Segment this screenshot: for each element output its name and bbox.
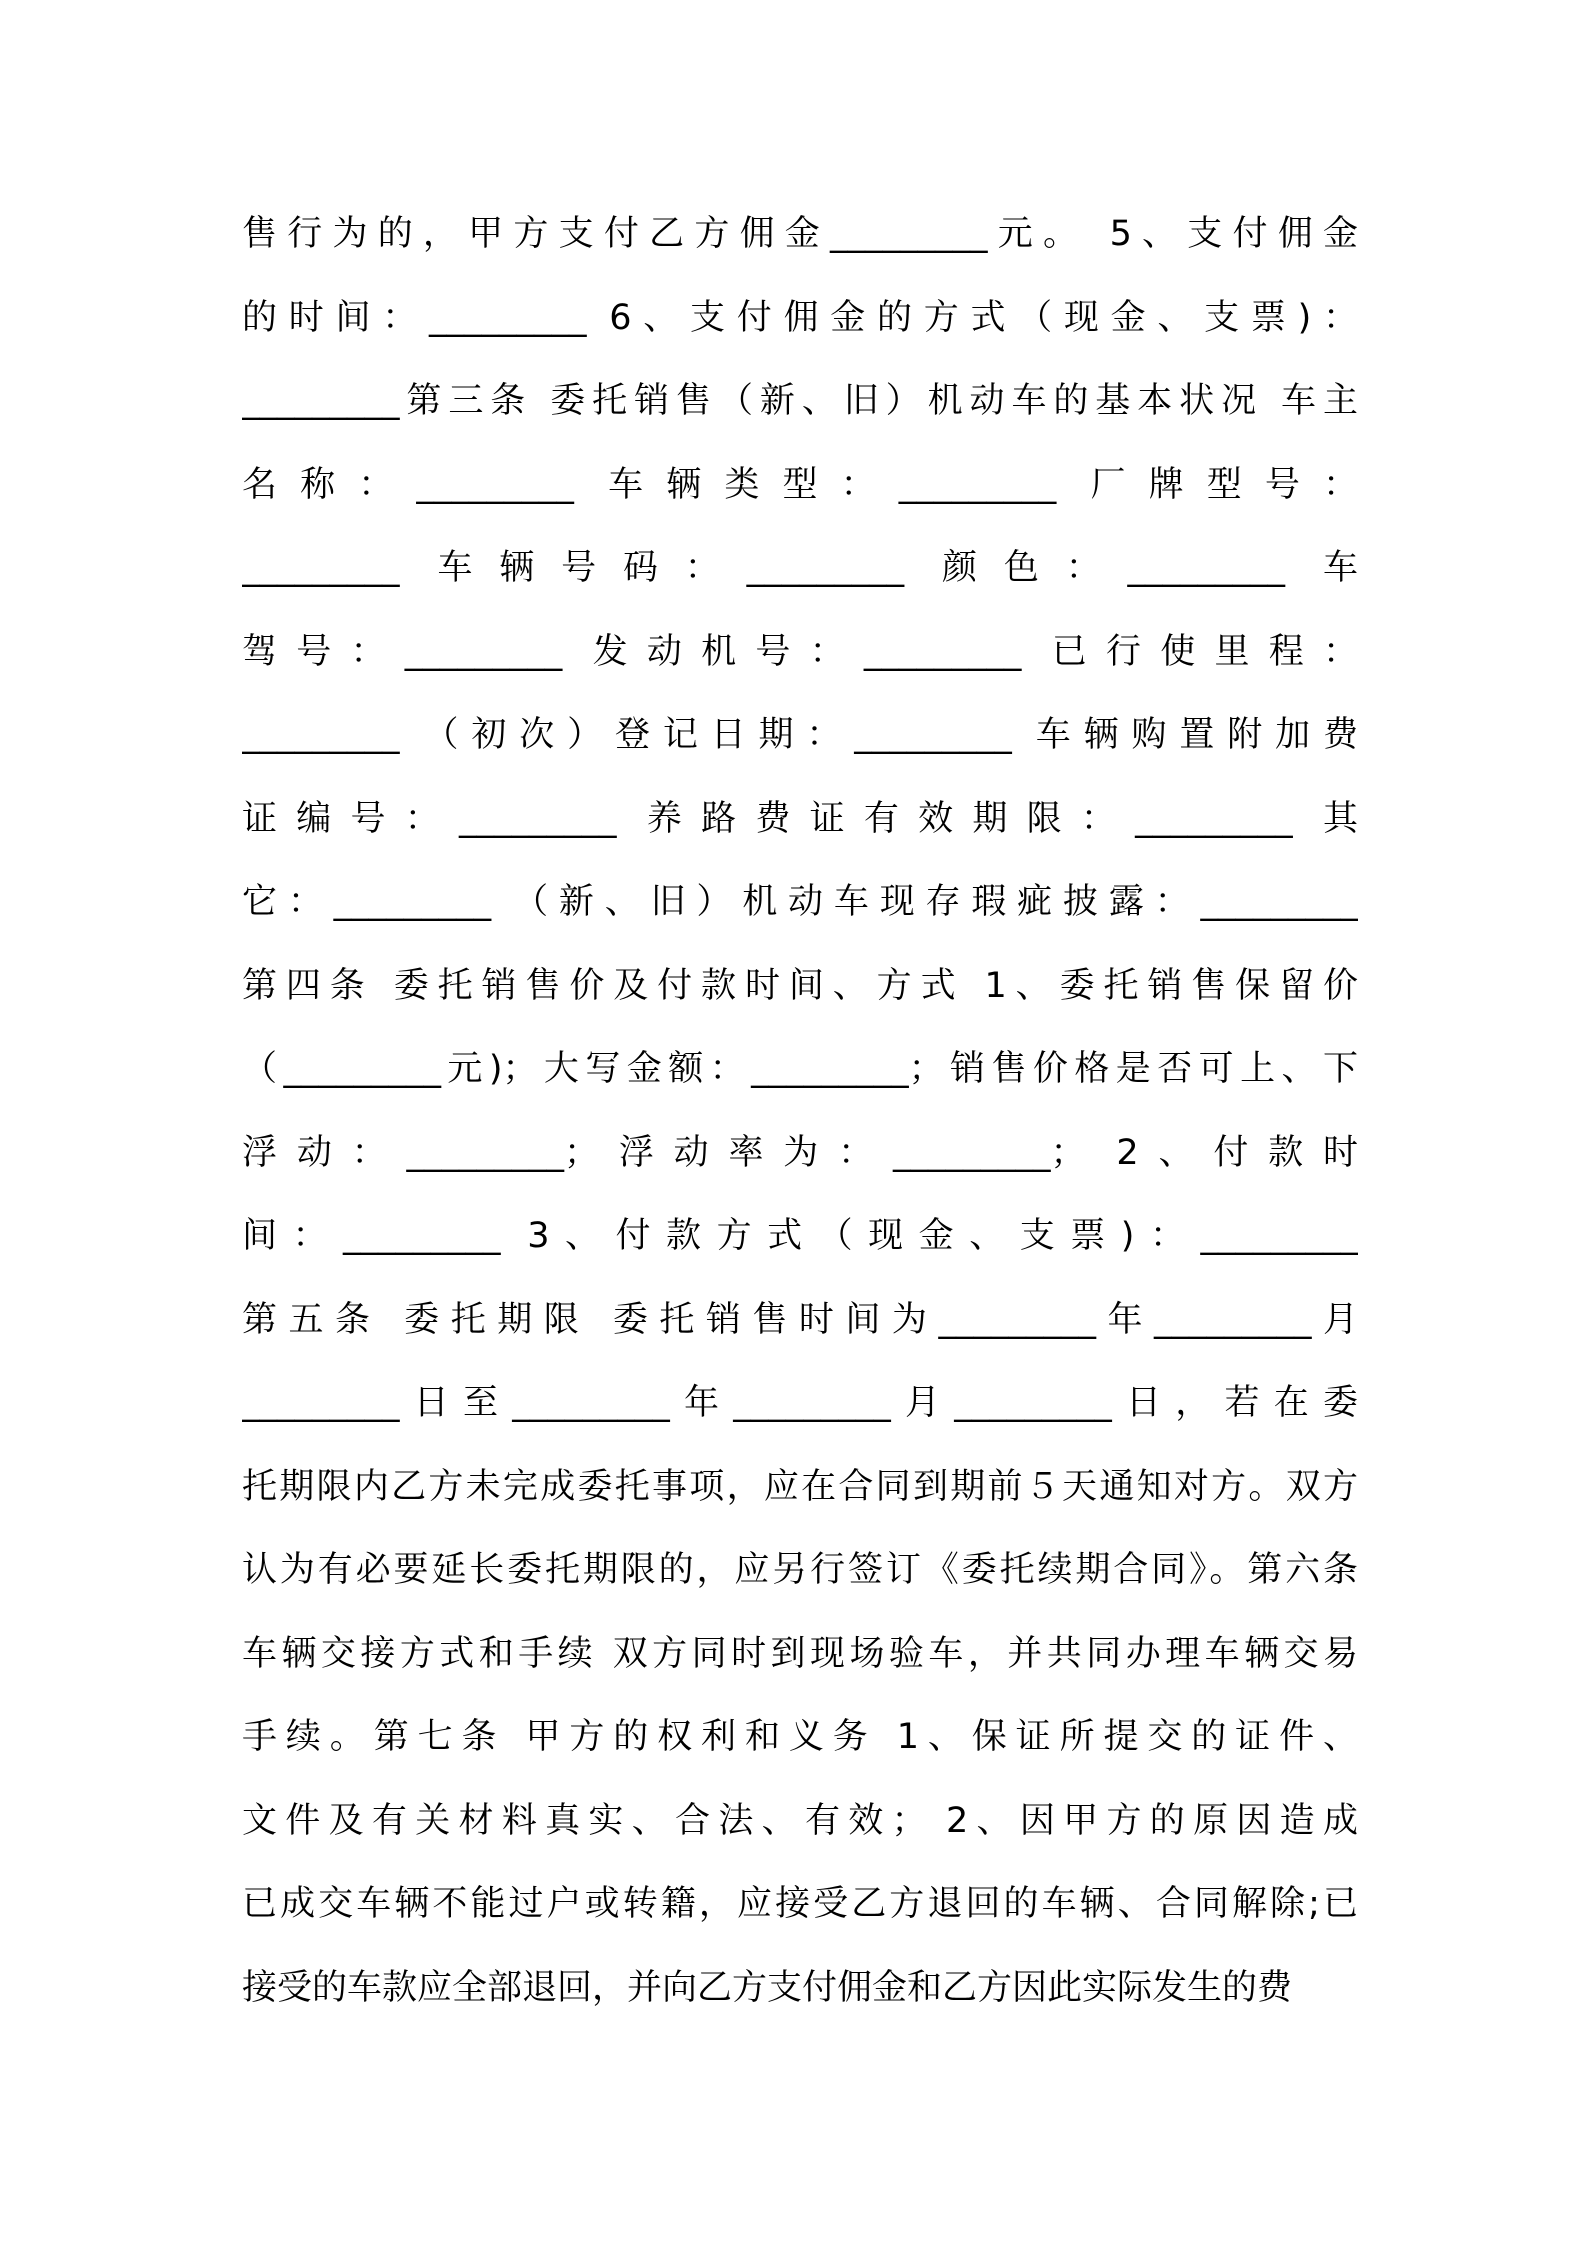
text-line: 第四条 委托销售价及付款时间、方式 1、委托销售保留价 [242,965,1358,1006]
text-line: 手续。第七条 甲方的权利和义务 1、保证所提交的证件、 [242,1717,1358,1757]
text-line: 名称：_________ 车辆类型：_________ 厂牌型号： [242,464,1358,505]
text-line: 的时间：_________ 6、支付佣金的方式（现金、支票)： [242,297,1358,338]
text-line: 驾号：_________ 发动机号：_________ 已行使里程： [242,631,1358,672]
text-line: 认为有必要延长委托期限的，应另行签订《委托续期合同》。第六条 [242,1550,1358,1590]
text-line: 间：_________ 3、付款方式（现金、支票)：_________ [242,1216,1358,1256]
text-line: 接受的车款应全部退回，并向乙方支付佣金和乙方因此实际发生的费 [242,1967,1293,2008]
text-line: _________ 车辆号码：_________ 颜色：_________ 车 [242,548,1358,588]
text-line: （_________元)；大写金额：_________；销售价格是否可上、下 [242,1049,1358,1089]
text-line: 文件及有关材料真实、合法、有效； 2、因甲方的原因造成 [242,1800,1358,1841]
text-line: 浮动：_________；浮动率为：_________； 2、付款时 [242,1132,1358,1173]
text-line: 已成交车辆不能过户或转籍，应接受乙方退回的车辆、合同解除;已 [242,1884,1358,1924]
text-line: _________ （初次）登记日期：_________ 车辆购置附加费 [242,715,1358,755]
text-line: 托期限内乙方未完成委托事项，应在合同到期前５天通知对方。双方 [242,1466,1358,1507]
text-line: _________日至_________年_________月_________日，若在委 [242,1383,1358,1423]
text-line: 证编号：_________ 养路费证有效期限：_________ 其 [242,798,1358,839]
text-line: _________第三条 委托销售（新、旧）机动车的基本状况 车主 [242,381,1358,421]
text-line: 第五条 委托期限 委托销售时间为_________年_________月 [242,1299,1358,1340]
text-line: 售行为的，甲方支付乙方佣金_________元。 5、支付佣金 [242,214,1358,254]
text-line: 它：_________ （新、旧）机动车现存瑕疵披露：_________ [242,882,1358,922]
contract-text [242,193,1358,2030]
text-line: 车辆交接方式和手续 双方同时到现场验车，并共同办理车辆交易 [242,1633,1358,1674]
